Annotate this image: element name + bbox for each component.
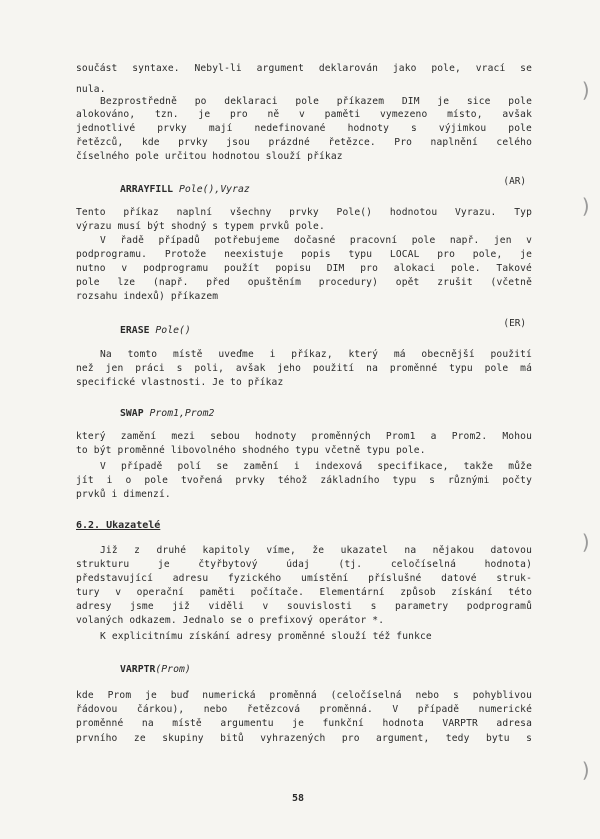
- text-line: kde Prom je buď numerická proměnná (celočíselná nebo s pohyblivou: [76, 690, 532, 701]
- command-keyword: ARRAYFILL: [120, 184, 174, 195]
- text-line: tury v operační paměti počítače. Elementární způsob získání této: [76, 587, 532, 598]
- text-line: řádovou čárkou), nebo řetězcová proměnná. V případě numerické: [76, 704, 532, 715]
- text-line: to být proměnné libovolného shodného typu včetně typu pole.: [76, 445, 426, 456]
- text-line: specifické vlastnosti. Je to příkaz: [76, 377, 284, 388]
- text-line: řetězců, kde prvky jsou prázdné řetězce. Pro naplnění celého: [76, 137, 532, 148]
- text-line: V řadě případů potřebujeme dočasné pracovní pole např. jen v: [100, 235, 532, 246]
- text-line: prvního ze skupiny bitů vyhrazených pro argument, tedy bytu s: [76, 733, 532, 744]
- text-line: V případě polí se zamění i indexová specifikace, takže může: [100, 461, 532, 472]
- command-keyword: SWAP: [120, 408, 144, 419]
- command-args: Pole(),Vyraz: [179, 184, 250, 195]
- text-line: výrazu musí být shodný s typem prvků pole.: [76, 221, 325, 232]
- text-line: Bezprostředně po deklaraci pole příkazem DIM je sice pole: [100, 96, 532, 107]
- text-line: součást syntaxe. Nebyl-li argument deklarován jako pole, vrací se: [76, 63, 532, 74]
- text-line: který zamění mezi sebou hodnoty proměnných Prom1 a Prom2. Mohou: [76, 431, 532, 442]
- command-keyword: ERASE: [120, 325, 150, 336]
- varptr-syntax: [120, 664, 191, 676]
- scan-artifact: ): [580, 530, 593, 554]
- text-line: K explicitnímu získání adresy proměnné slouží též funkce: [100, 631, 432, 642]
- command-args: Pole(): [155, 325, 191, 336]
- text-line: představující adresu fyzického umístění příslušné datové struk-: [76, 573, 532, 584]
- command-args: Prom1,Prom2: [149, 408, 215, 419]
- text-line: nutno v podprogramu použít popisu DIM pro alokaci pole. Takové: [76, 263, 532, 274]
- text-line: nula.: [76, 84, 106, 95]
- text-line: jít i o pole tvořená prvky téhož základního typu s různými počty: [76, 475, 532, 486]
- text-line: Již z druhé kapitoly víme, že ukazatel na nějakou datovou: [100, 545, 532, 556]
- text-line: proměnné na místě argumentu je funkční hodnota VARPTR adresa: [76, 718, 532, 729]
- command-tag: (AR): [503, 176, 526, 187]
- text-line: strukturu je čtyřbytový údaj (tj. celočíselná hodnota): [76, 559, 532, 570]
- scan-artifact: ): [580, 758, 593, 782]
- text-line: alokováno, tzn. je pro ně v paměti vymezeno místo, avšak: [76, 109, 532, 120]
- text-line: rozsahu indexů) příkazem: [76, 291, 219, 302]
- scan-artifact: ): [580, 78, 593, 102]
- text-line: volaných odkazem. Jednalo se o prefixový operátor *.: [76, 615, 385, 626]
- command-args: (Prom): [155, 664, 191, 675]
- text-line: adresy jsme již viděli v souvislosti s parametry podprogramů: [76, 601, 532, 612]
- text-line: prvků i dimenzí.: [76, 489, 171, 500]
- text-line: jednotlivé prvky mají nedefinované hodnoty s výjimkou pole: [76, 123, 532, 134]
- text-line: než jen práci s poli, avšak jeho použití na proměnné typu pole má: [76, 363, 532, 374]
- section-heading: 6.2. Ukazatelé: [76, 520, 161, 531]
- erase-syntax: [120, 325, 191, 337]
- command-keyword: VARPTR: [120, 664, 156, 675]
- swap-syntax: [120, 408, 214, 420]
- arrayfill-syntax: [120, 184, 250, 196]
- page-number: 58: [292, 793, 305, 804]
- scan-artifact: ): [580, 194, 593, 218]
- text-line: pole lze (např. před opuštěním procedury) opět zrušit (včetně: [76, 277, 532, 288]
- text-line: podprogramu. Protože neexistuje popis typu LOCAL pro pole, je: [76, 249, 532, 260]
- text-line: číselného pole určitou hodnotou slouží příkaz: [76, 151, 343, 162]
- text-line: Na tomto místě uveďme i příkaz, který má obecnější použití: [100, 349, 532, 360]
- text-line: Tento příkaz naplní všechny prvky Pole() hodnotou Vyrazu. Typ: [76, 207, 532, 218]
- command-tag: (ER): [503, 318, 526, 329]
